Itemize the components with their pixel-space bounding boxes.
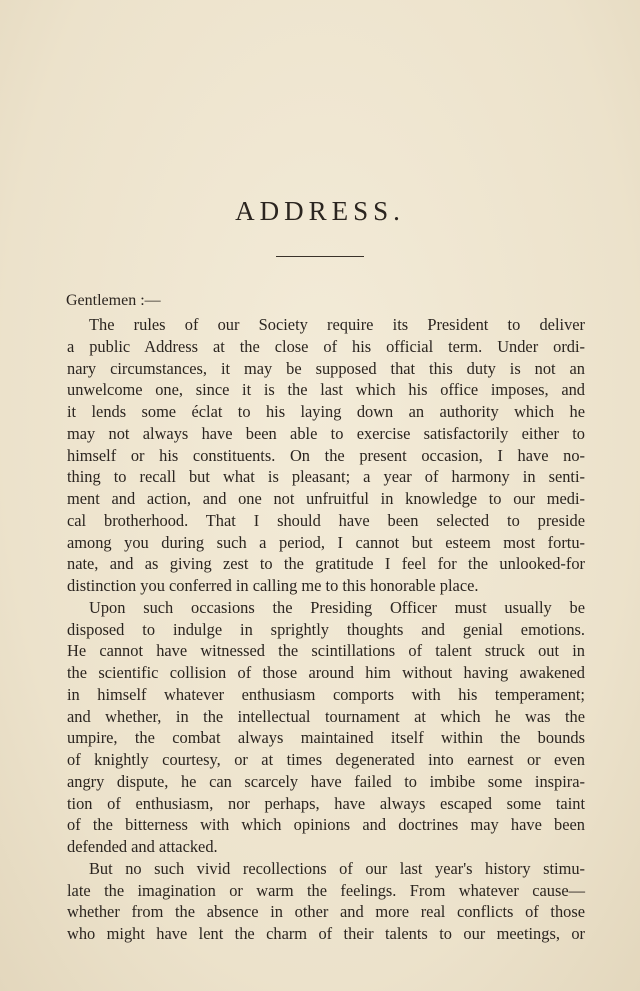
text-line: it lends some éclat to his laying down an authority which he xyxy=(67,402,585,421)
text-line: distinction you conferred in calling me to this honorable place. xyxy=(67,576,479,595)
text-line: thing to recall but what is pleasant; a year of harmony in senti- xyxy=(67,467,585,487)
text-line: tion of enthusiasm, nor perhaps, have always escaped some taint xyxy=(67,793,585,813)
text-line: in himself whatever enthusiasm comports with his temperament; xyxy=(67,684,585,704)
paragraph xyxy=(67,314,585,597)
page-title: ADDRESS. xyxy=(235,196,405,226)
text-line: who might have lent the charm of their talents to our meetings, or xyxy=(67,924,585,943)
text-line: a public Address at the close of his official term. Under ordi- xyxy=(67,336,585,356)
text-line: But no such vivid recollections of our last year's history stimu- xyxy=(89,858,585,878)
text-line: the scientific collision of those around him without having awakened xyxy=(67,663,585,682)
text-line: defended and attacked. xyxy=(67,837,218,856)
text-line: He cannot have witnessed the scintillations of talent struck out in xyxy=(67,641,585,661)
text-line: whether from the absence in other and more real conflicts of those xyxy=(67,902,585,922)
text-line: and whether, in the intellectual tournament at which he was the xyxy=(67,706,585,726)
text-line: late the imagination or warm the feelings. From whatever cause— xyxy=(67,880,585,900)
text-line: cal brotherhood. That I should have been selected to preside xyxy=(67,510,585,530)
text-line: nate, and as giving zest to the gratitude I feel for the unlooked-for xyxy=(67,554,585,574)
text-line: umpire, the combat always maintained itself within the bounds xyxy=(67,728,585,748)
text-line: ment and action, and one not unfruitful in knowledge to our medi- xyxy=(67,489,585,508)
title-rule xyxy=(276,256,364,257)
text-line: himself or his constituents. On the present occasion, I have no- xyxy=(67,445,585,465)
paragraph xyxy=(67,858,585,945)
text-line: The rules of our Society require its President to deliver xyxy=(89,315,585,334)
text-line: among you during such a period, I cannot but esteem most fortu- xyxy=(67,532,585,552)
text-line: of the bitterness with which opinions and doctrines may have been xyxy=(67,815,585,835)
body-text xyxy=(67,314,585,945)
text-line: Upon such occasions the Presiding Officer must usually be xyxy=(89,597,585,617)
salutation: Gentlemen :— xyxy=(66,292,161,309)
text-line: nary circumstances, it may be supposed that this duty is not an xyxy=(67,358,585,378)
text-line: angry dispute, he can scarcely have failed to imbibe some inspira- xyxy=(67,771,585,791)
text-line: disposed to indulge in sprightly thoughts and genial emotions. xyxy=(67,619,585,639)
text-line: of knightly courtesy, or at times degenerated into earnest or even xyxy=(67,750,585,769)
paragraph xyxy=(67,597,585,858)
text-line: may not always have been able to exercise satisfactorily either to xyxy=(67,423,585,443)
text-line: unwelcome one, since it is the last which his office imposes, and xyxy=(67,380,585,400)
